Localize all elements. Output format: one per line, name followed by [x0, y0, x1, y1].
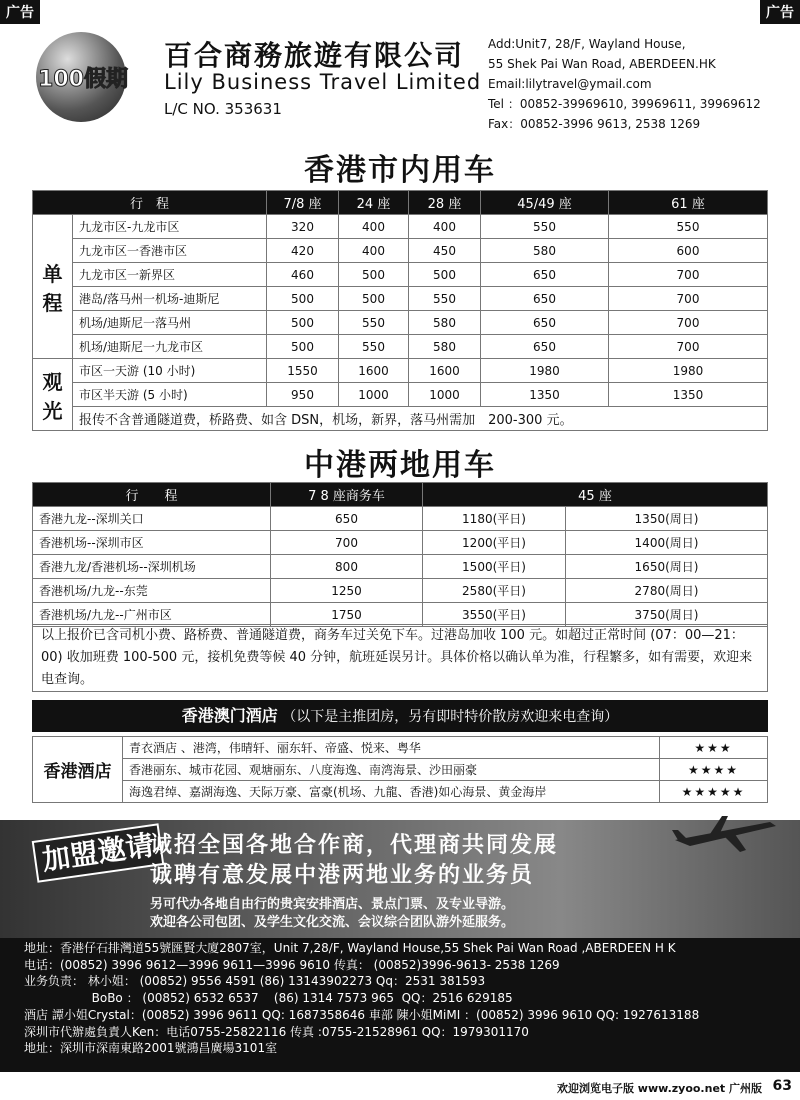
header-cell: 7/8 座 [267, 191, 339, 215]
price-cell: 1350 [609, 383, 768, 407]
route-cell: 九龙市区-九龙市区 [73, 215, 267, 239]
price-cell: 1980 [481, 359, 609, 383]
hotel-names: 海逸君绰、嘉湖海逸、天际万豪、富豪(机场、九龍、香港)如心海景、黄金海岸 [123, 781, 660, 803]
price-cell: 2580(平日) [423, 579, 566, 603]
email: Email:lilytravel@ymail.com [488, 77, 652, 91]
price-cell: 550 [339, 311, 409, 335]
group-label-sightseeing: 观光 [33, 359, 73, 431]
route-cell: 香港机场/九龙--东莞 [33, 579, 271, 603]
star-rating: ★★★★★ [660, 781, 768, 803]
price-cell: 500 [267, 311, 339, 335]
hotel-names: 香港丽东、城市花园、观塘丽东、八度海逸、南湾海景、沙田丽豪 [123, 759, 660, 781]
promo-line-1: 诚招全国各地合作商，代理商共同发展 [150, 833, 559, 858]
header-cell: 7 8 座商务车 [271, 483, 423, 507]
header-cell: 61 座 [609, 191, 768, 215]
route-cell: 香港九龙--深圳关口 [33, 507, 271, 531]
price-cell: 1350(周日) [566, 507, 768, 531]
price-cell: 700 [609, 263, 768, 287]
group-label-oneway: 单程 [33, 215, 73, 359]
price-cell: 500 [339, 287, 409, 311]
price-cell: 1250 [271, 579, 423, 603]
company-name-en: Lily Business Travel Limited [164, 70, 482, 94]
price-cell: 580 [481, 239, 609, 263]
price-cell: 700 [609, 311, 768, 335]
price-cell: 1180(平日) [423, 507, 566, 531]
hotel-section-title: 香港澳门酒店 [181, 706, 278, 725]
header-cell: 45 座 [423, 483, 768, 507]
price-cell: 1350 [481, 383, 609, 407]
route-cell: 香港机场/九龙--广州市区 [33, 603, 271, 627]
contact-sales-2: BoBo ： (00852) 6532 6537 (86) 1314 7573 965 QQ：2516 629185 [24, 991, 513, 1006]
address-line-1: Add:Unit7, 28/F, Wayland House, [488, 37, 686, 51]
hotel-section-header [32, 700, 768, 732]
star-rating: ★★★ [660, 737, 768, 759]
header-cell: 行 程 [33, 483, 271, 507]
header-cell: 45/49 座 [481, 191, 609, 215]
price-cell: 460 [267, 263, 339, 287]
contact-phone: 电话：(00852) 3996 9612—3996 9611—3996 9610 传真： (00852)3996-9613- 2538 1269 [24, 957, 560, 972]
price-cell: 1650(周日) [566, 555, 768, 579]
route-cell: 机场/迪斯尼一九龙市区 [73, 335, 267, 359]
route-cell: 港岛/落马州一机场-迪斯尼 [73, 287, 267, 311]
price-cell: 1200(平日) [423, 531, 566, 555]
price-cell: 3550(平日) [423, 603, 566, 627]
price-cell: 400 [339, 239, 409, 263]
price-cell: 700 [271, 531, 423, 555]
table-row [33, 555, 768, 579]
price-cell: 400 [409, 215, 481, 239]
contact-address: 地址：香港仔石排灣道55號匯賢大廈2807室，Unit 7,28/F, Wayland House,55 Shek Pai Wan Road ,ABERDEEN H K [24, 941, 676, 955]
table-row [33, 579, 768, 603]
table-header-row [33, 191, 768, 215]
promo-services [150, 896, 514, 932]
price-cell: 650 [481, 311, 609, 335]
price-cell: 700 [609, 335, 768, 359]
promo-line-3: 另可代办各地自由行的贵宾安排酒店、景点门票、及专业导游。 [150, 897, 515, 912]
contact-sales-1: 业务负责： 林小姐： (00852) 9556 4591 (86) 13143902273 Qq：2531 381593 [24, 974, 486, 989]
table-row [33, 335, 768, 359]
ad-tag-left: 广告 [0, 0, 40, 24]
footer-text: 欢迎浏览电子版 www.zyoo.net 广州版 [556, 1082, 762, 1095]
telephone: Tel ：00852-39969610, 39969611, 39969612 [488, 97, 761, 111]
route-cell: 香港机场--深圳市区 [33, 531, 271, 555]
header-cell: 28 座 [409, 191, 481, 215]
route-cell: 机场/迪斯尼一落马州 [73, 311, 267, 335]
price-cell: 650 [481, 335, 609, 359]
table-row [33, 359, 768, 383]
table-row [33, 311, 768, 335]
table-note-row [33, 407, 768, 431]
table-header-row [33, 483, 768, 507]
contact-block [0, 938, 800, 1072]
promo-line-4: 欢迎各公司包团、及学生文化交流、会议综合团队游外延服务。 [150, 915, 515, 930]
address-line-2: 55 Shek Pai Wan Road, ABERDEEN.HK [488, 57, 716, 71]
price-cell: 550 [481, 215, 609, 239]
promo-banner [0, 820, 800, 938]
airplane-icon [670, 800, 780, 860]
price-cell: 800 [271, 555, 423, 579]
price-cell: 650 [271, 507, 423, 531]
table-note: 报传不含普通隧道费，桥路费、如含 DSN，机场，新界，落马州需加 200-300 元。 [73, 407, 768, 431]
hotel-group-label: 香港酒店 [33, 737, 123, 803]
price-cell: 1750 [271, 603, 423, 627]
section-title-cross-border: 中港两地用车 [304, 448, 496, 483]
table-row [33, 239, 768, 263]
hotel-section-subtitle: （以下是主推团房，另有即时特价散房欢迎来电查询） [282, 709, 619, 725]
page-number: 63 [772, 1078, 792, 1094]
price-cell: 550 [609, 215, 768, 239]
price-cell: 1600 [339, 359, 409, 383]
route-cell: 九龙市区一新界区 [73, 263, 267, 287]
company-name-zh: 百合商務旅遊有限公司 [164, 39, 465, 72]
price-cell: 550 [339, 335, 409, 359]
price-cell: 1400(周日) [566, 531, 768, 555]
route-cell: 市区一天游 (10 小时) [73, 359, 267, 383]
hotel-table [32, 736, 768, 803]
price-cell: 500 [339, 263, 409, 287]
page-footer [0, 1072, 800, 1100]
contact-hotel-car: 酒店 譚小姐Crystal：(00852) 3996 9611 QQ: 1687358646 車部 陳小姐MiMI ：(00852) 3996 9610 QQ: 1927613188 [24, 1007, 700, 1022]
promo-line-2: 诚聘有意发展中港两地业务的业务员 [150, 863, 535, 888]
table-row [33, 287, 768, 311]
price-cell: 3750(周日) [566, 603, 768, 627]
table-row [33, 383, 768, 407]
route-cell: 香港九龙/香港机场--深圳机场 [33, 555, 271, 579]
logo-text: 100假期 [38, 67, 128, 92]
company-address [488, 34, 761, 134]
contact-shenzhen-address: 地址：深圳市深南東路2001號鴻昌廣場3101室 [24, 1041, 278, 1056]
table-row [33, 531, 768, 555]
price-cell: 1500(平日) [423, 555, 566, 579]
price-cell: 550 [409, 287, 481, 311]
fax: Fax：00852-3996 9613, 2538 1269 [488, 117, 701, 131]
price-cell: 320 [267, 215, 339, 239]
header-cell: 行 程 [33, 191, 267, 215]
contact-shenzhen: 深圳市代辦處負責人Ken：电话0755-25822116 传真 :0755-21528961 QQ：1979301170 [24, 1024, 529, 1039]
price-cell: 500 [267, 287, 339, 311]
price-cell: 500 [267, 335, 339, 359]
price-cell: 1000 [409, 383, 481, 407]
price-cell: 1600 [409, 359, 481, 383]
cross-border-price-table [32, 482, 768, 627]
price-cell: 1000 [339, 383, 409, 407]
price-cell: 600 [609, 239, 768, 263]
cross-border-note: 以上报价已含司机小费、路桥费、普通隧道费，商务车过关免下车。过港岛加收 100 元。如超过正常时间 (07：00—21：00) 收加班费 100-500 元，接机免费等候 40 分钟，航班延误另计。具体价格以确认单为准，行程繁多，如有需要，欢迎来电查询。 [32, 624, 768, 692]
header-cell: 24 座 [339, 191, 409, 215]
company-header [0, 22, 800, 132]
price-cell: 580 [409, 335, 481, 359]
table-row [33, 603, 768, 627]
route-cell: 市区半天游 (5 小时) [73, 383, 267, 407]
license-number: L/C NO. 353631 [164, 100, 282, 118]
star-rating: ★★★★ [660, 759, 768, 781]
price-cell: 500 [409, 263, 481, 287]
ad-tag-right: 广告 [760, 0, 800, 24]
price-cell: 580 [409, 311, 481, 335]
table-row [33, 215, 768, 239]
price-cell: 2780(周日) [566, 579, 768, 603]
section-title-hk-local: 香港市内用车 [304, 153, 496, 188]
price-cell: 700 [609, 287, 768, 311]
price-cell: 1980 [609, 359, 768, 383]
price-cell: 420 [267, 239, 339, 263]
price-cell: 950 [267, 383, 339, 407]
hotel-names: 青衣酒店 、港湾，伟晴轩、丽东轩、帝盛、悦来、粤华 [123, 737, 660, 759]
table-row [33, 507, 768, 531]
price-cell: 650 [481, 263, 609, 287]
table-row [33, 759, 768, 781]
join-badge: 加盟邀请 [32, 823, 165, 882]
hk-local-price-table [32, 190, 768, 431]
table-row [33, 737, 768, 759]
price-cell: 1550 [267, 359, 339, 383]
table-row [33, 781, 768, 803]
route-cell: 九龙市区一香港市区 [73, 239, 267, 263]
price-cell: 650 [481, 287, 609, 311]
price-cell: 450 [409, 239, 481, 263]
table-row [33, 263, 768, 287]
price-cell: 400 [339, 215, 409, 239]
